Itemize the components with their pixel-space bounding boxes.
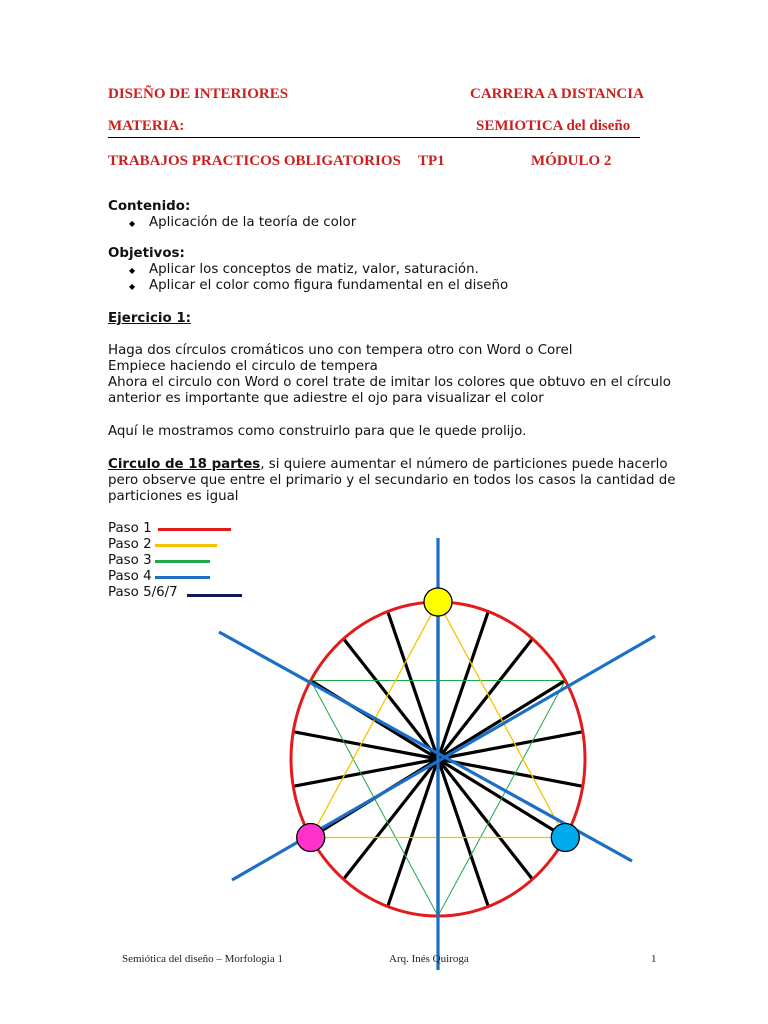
- wheel-primary-dot: [551, 824, 579, 852]
- legend-paso-1: Paso 1: [108, 521, 152, 536]
- contenido-item: Aplicación de la teoría de color: [149, 215, 357, 230]
- ejercicio-line: anterior es importante que adiestre el ojo para visualizar el color: [108, 391, 544, 406]
- legend-paso-2: Paso 2: [108, 537, 152, 552]
- header-career: DISEÑO DE INTERIORES: [108, 86, 289, 102]
- bullet-icon: ◆: [129, 266, 136, 275]
- circulo-title: Circulo de 18 partes: [108, 457, 261, 472]
- header-subject: SEMIOTICA del diseño: [476, 118, 631, 134]
- legend-paso-3: Paso 3: [108, 553, 152, 568]
- footer-course: Semiótica del diseño – Morfologia 1: [122, 953, 283, 965]
- circulo-line: particiones es igual: [108, 489, 239, 504]
- wheel-primary-dot: [297, 824, 325, 852]
- wheel-spoke: [344, 639, 438, 759]
- wheel-spoke: [344, 759, 438, 879]
- bullet-icon: ◆: [129, 282, 136, 291]
- wheel-spoke: [388, 611, 438, 759]
- header-tp-number: TP1: [418, 153, 445, 169]
- circulo-line: pero observe que entre el primario y el secundario en todos los casos la cantidad de: [108, 473, 676, 488]
- wheel-spoke: [438, 759, 488, 907]
- ejercicio-note: Aquí le mostramos como construirlo para que le quede prolijo.: [108, 424, 527, 439]
- header-modality: CARRERA A DISTANCIA: [470, 86, 644, 102]
- ejercicio-line: Ahora el circulo con Word o corel trate de imitar los colores que obtuvo en el círculo: [108, 375, 671, 390]
- contenido-label: Contenido:: [108, 199, 191, 214]
- wheel-primary-dot: [424, 588, 452, 616]
- header-subject-label: MATERIA:: [108, 118, 185, 134]
- objetivos-item: Aplicar el color como figura fundamental en el diseño: [149, 278, 509, 293]
- circulo-line: , si quiere aumentar el número de particiones puede hacerlo: [260, 457, 668, 472]
- wheel-spoke: [438, 759, 532, 879]
- legend-paso-5-6-7: Paso 5/6/7: [108, 585, 178, 600]
- header-tp-title: TRABAJOS PRACTICOS OBLIGATORIOS: [108, 153, 401, 169]
- header-module: MÓDULO 2: [531, 153, 612, 169]
- ejercicio-line: Empiece haciendo el circulo de tempera: [108, 359, 378, 374]
- ejercicio-line: Haga dos círculos cromáticos uno con tempera otro con Word o Corel: [108, 343, 573, 358]
- bullet-icon: ◆: [129, 219, 136, 228]
- objetivos-label: Objetivos:: [108, 246, 185, 261]
- footer-author: Arq. Inés Quiroga: [389, 953, 469, 965]
- wheel-spoke: [388, 759, 438, 907]
- footer-page-number: 1: [651, 953, 657, 965]
- legend-paso-4: Paso 4: [108, 569, 152, 584]
- ejercicio-title: Ejercicio 1:: [108, 311, 192, 326]
- wheel-spoke: [438, 639, 532, 759]
- objetivos-item: Aplicar los conceptos de matiz, valor, saturación.: [149, 262, 479, 277]
